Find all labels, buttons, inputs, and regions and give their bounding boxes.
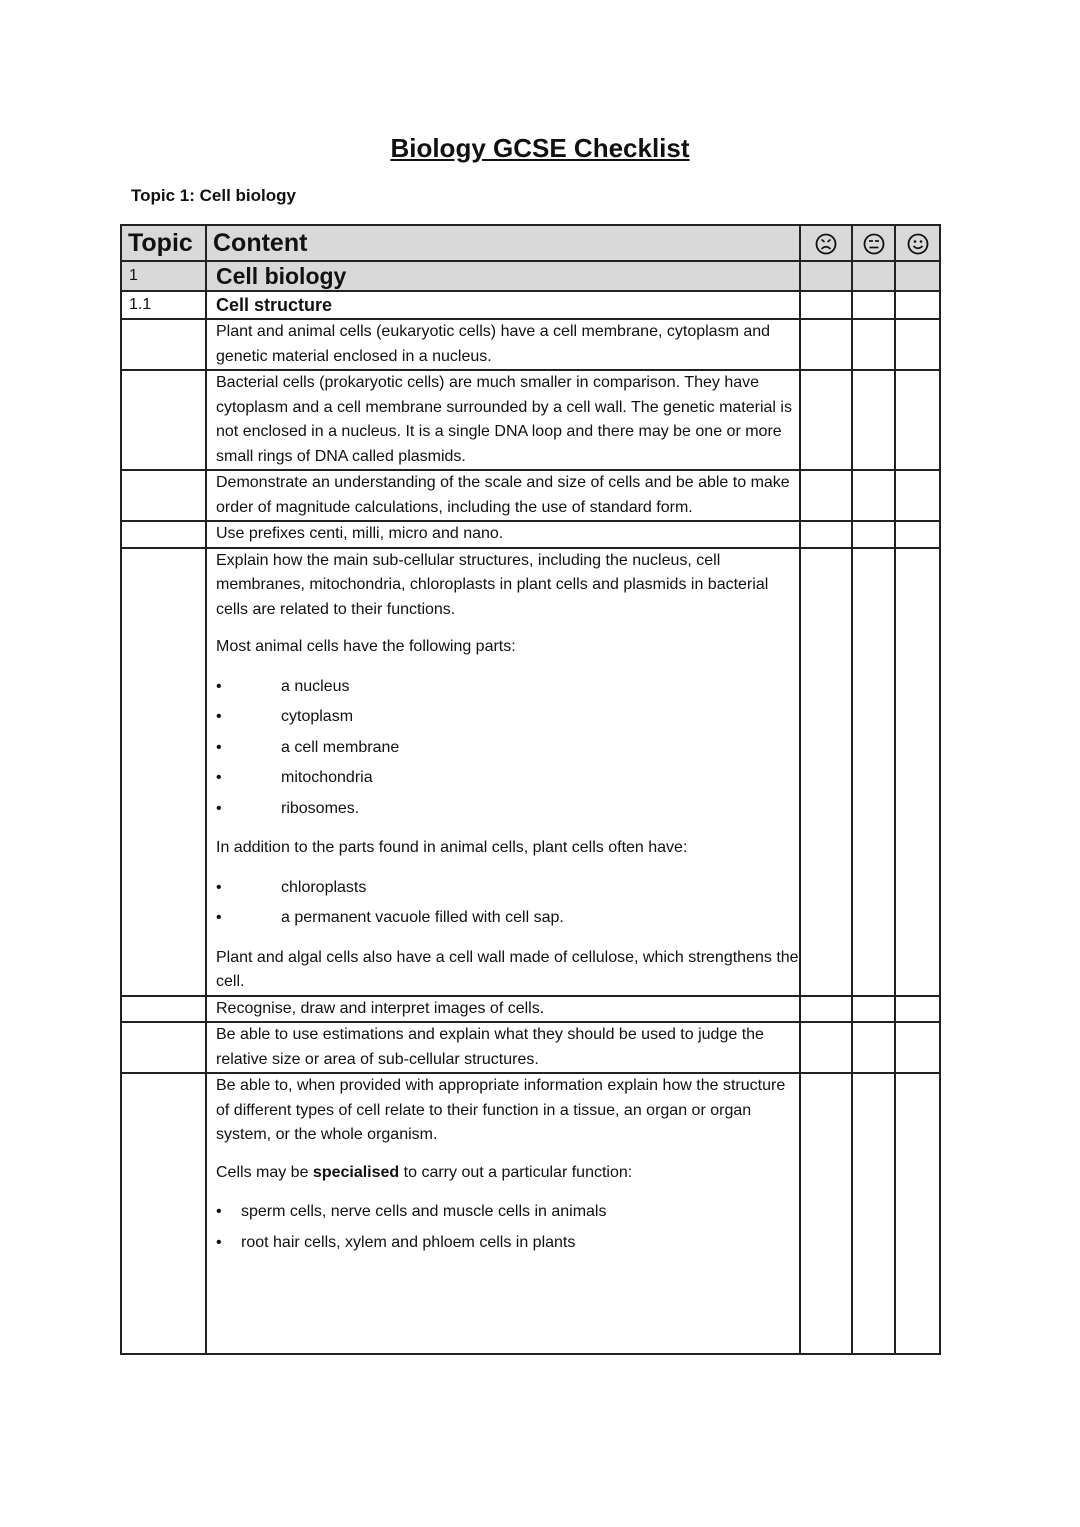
rating-cell-neutral[interactable]: [852, 1022, 895, 1073]
checklist-table: [120, 224, 941, 1355]
rating-cell-neutral[interactable]: [852, 370, 895, 470]
topic-cell: [121, 319, 206, 370]
specialised-cells-list: [216, 1197, 799, 1258]
rating-cell-sad[interactable]: [800, 319, 852, 370]
page-title: Biology GCSE Checklist: [390, 133, 690, 163]
text-span: to carry out a particular function:: [399, 1163, 633, 1181]
list-item: • ribosomes.: [216, 794, 799, 825]
list-item: • a permanent vacuole filled with cell sap.: [216, 903, 799, 934]
list-item: • a cell membrane: [216, 733, 799, 764]
rating-cell-happy[interactable]: [895, 291, 940, 319]
header-content: Content: [206, 225, 800, 261]
content-cell: Plant and animal cells (eukaryotic cells) have a cell membrane, cytoplasm and genetic material enclosed in a nucleus.: [206, 319, 800, 370]
happy-face-icon: [907, 233, 929, 255]
plant-parts-list: [216, 873, 799, 934]
content-paragraph: Plant and algal cells also have a cell wall made of cellulose, which strengthens the cell.: [216, 948, 799, 990]
rating-cell-sad[interactable]: [800, 521, 852, 548]
rating-cell-happy[interactable]: [895, 319, 940, 370]
content-paragraph: Explain how the main sub-cellular structures, including the nucleus, cell membranes, mitochondria, chloroplasts in plant cells and plasmids in bacterial cells are related to their functions.: [216, 551, 769, 618]
rating-cell-sad[interactable]: [800, 370, 852, 470]
rating-cell-neutral[interactable]: [852, 996, 895, 1023]
rating-cell-happy[interactable]: [895, 996, 940, 1023]
animal-parts-list: [216, 672, 799, 825]
content-paragraph: Most animal cells have the following parts:: [216, 638, 516, 655]
topic-cell: [121, 1022, 206, 1073]
table-row: [121, 370, 940, 470]
topic-cell: [121, 370, 206, 470]
subsection-number: 1.1: [121, 291, 206, 319]
header-row: [121, 225, 940, 261]
rating-cell-sad[interactable]: [800, 1073, 852, 1354]
content-cell: [206, 548, 800, 996]
rating-cell-happy[interactable]: [895, 1073, 940, 1354]
rating-cell-happy[interactable]: [895, 261, 940, 291]
rating-cell-sad[interactable]: [800, 291, 852, 319]
rating-cell-happy[interactable]: [895, 370, 940, 470]
table-row: [121, 1022, 940, 1073]
rating-cell-neutral[interactable]: [852, 319, 895, 370]
content-cell: Be able to use estimations and explain what they should be used to judge the relative size or area of sub-cellular structures.: [206, 1022, 800, 1073]
rating-cell-sad[interactable]: [800, 548, 852, 996]
list-item: • root hair cells, xylem and phloem cells in plants: [216, 1228, 799, 1259]
content-cell: [206, 1073, 800, 1354]
list-item: • chloroplasts: [216, 873, 799, 904]
table-row: [121, 548, 940, 996]
content-cell: Recognise, draw and interpret images of cells.: [206, 996, 800, 1023]
list-item: • cytoplasm: [216, 702, 799, 733]
rating-cell-neutral[interactable]: [852, 261, 895, 291]
table-row: [121, 996, 940, 1023]
content-paragraph: [216, 1161, 799, 1186]
rating-cell-sad[interactable]: [800, 261, 852, 291]
topic-cell: [121, 548, 206, 996]
content-cell: Use prefixes centi, milli, micro and nano.: [206, 521, 800, 548]
bold-term: specialised: [312, 1163, 400, 1181]
rating-cell-neutral[interactable]: [852, 548, 895, 996]
section-number: 1: [121, 261, 206, 291]
rating-cell-happy[interactable]: [895, 1022, 940, 1073]
text-span: Cells may be: [216, 1163, 313, 1181]
subsection-label: Cell structure: [206, 291, 800, 319]
subsection-row: [121, 291, 940, 319]
header-neutral: [852, 225, 895, 261]
section-row: [121, 261, 940, 291]
content-paragraph: In addition to the parts found in animal cells, plant cells often have:: [216, 839, 688, 856]
header-happy: [895, 225, 940, 261]
topic-cell: [121, 470, 206, 521]
rating-cell-happy[interactable]: [895, 521, 940, 548]
rating-cell-happy[interactable]: [895, 470, 940, 521]
list-item: • sperm cells, nerve cells and muscle cells in animals: [216, 1197, 799, 1228]
topic-cell: [121, 996, 206, 1023]
rating-cell-sad[interactable]: [800, 996, 852, 1023]
section-label: Cell biology: [206, 261, 800, 291]
content-cell: Demonstrate an understanding of the scale and size of cells and be able to make order of magnitude calculations, including the use of standard form.: [206, 470, 800, 521]
topic-subtitle: Topic 1: Cell biology: [131, 186, 296, 205]
table-row: [121, 470, 940, 521]
rating-cell-happy[interactable]: [895, 548, 940, 996]
rating-cell-neutral[interactable]: [852, 470, 895, 521]
topic-cell: [121, 521, 206, 548]
rating-cell-neutral[interactable]: [852, 521, 895, 548]
table-row: [121, 1073, 940, 1354]
header-sad: [800, 225, 852, 261]
sad-face-icon: [815, 233, 837, 255]
list-item: • a nucleus: [216, 672, 799, 703]
list-item: • mitochondria: [216, 763, 799, 794]
content-paragraph: Be able to, when provided with appropriate information explain how the structure of different types of cell relate to their function in a tissue, an organ or organ system, or the whole organism.: [216, 1077, 786, 1143]
rating-cell-sad[interactable]: [800, 1022, 852, 1073]
table-row: [121, 319, 940, 370]
table-row: [121, 521, 940, 548]
rating-cell-neutral[interactable]: [852, 291, 895, 319]
rating-cell-neutral[interactable]: [852, 1073, 895, 1354]
content-cell: Bacterial cells (prokaryotic cells) are much smaller in comparison. They have cytoplasm and a cell membrane surrounded by a cell wall. The genetic material is not enclosed in a nucleus. It is a single DNA loop and there may be one or more small rings of DNA called plasmids.: [206, 370, 800, 470]
neutral-face-icon: [863, 233, 885, 255]
rating-cell-sad[interactable]: [800, 470, 852, 521]
header-topic: Topic: [121, 225, 206, 261]
topic-cell: [121, 1073, 206, 1354]
